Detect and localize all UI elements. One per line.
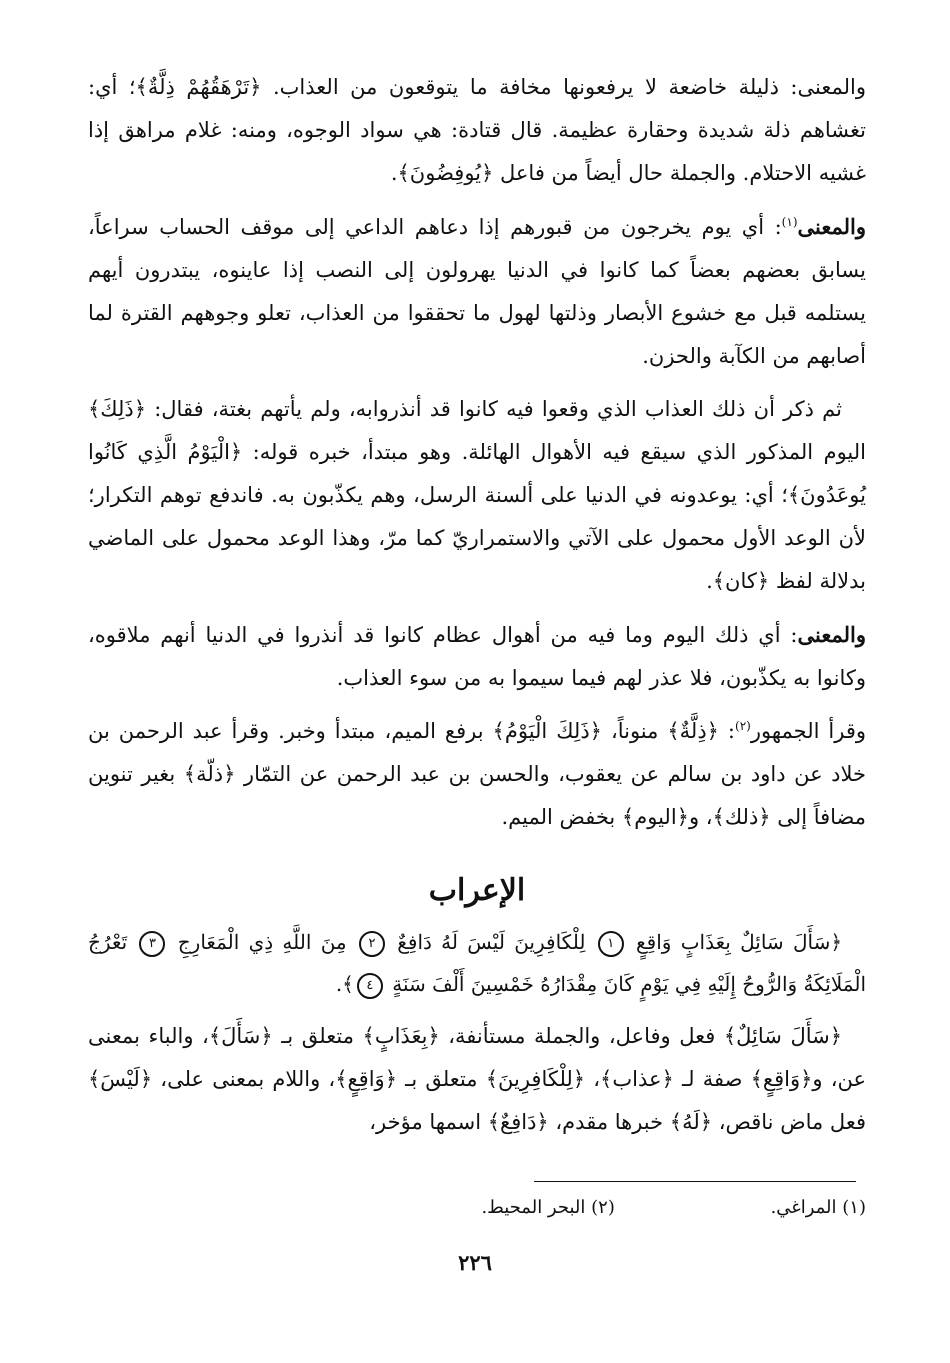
paragraph-5	[88, 710, 866, 839]
ayah-number-marker: ٣	[139, 931, 165, 957]
ayah-number-marker: ٤	[357, 973, 383, 999]
paragraph-1	[88, 66, 866, 195]
footnote-divider	[534, 1181, 856, 1182]
paragraph-text: : ﴿ذِلَّةٌ﴾ منوناً، ﴿ذَلِكَ الْيَوْمُ﴾ برفع الميم، مبتدأ وخبر. وقرأ عبد الرحمن بن خلاد عن داود بن سالم عن يعقوب، والحسن بن عبد الرحمن عن التمّار ﴿ذلّة﴾ بغير تنوين مضافاً إلى ﴿ذلك﴾، و﴿اليوم﴾ بخفض الميم.	[88, 719, 866, 829]
paragraph-4	[88, 613, 866, 700]
verse-segment: مِنَ اللَّهِ ذِي الْمَعَارِجِ	[177, 930, 347, 954]
paragraph-text: والمعنى: ذليلة خاضعة لا يرفعونها مخافة ما يتوقعون من العذاب. ﴿تَرْهَقُهُمْ ذِلَّةٌ﴾؛ أي: تغشاهم ذلة شديدة وحقارة عظيمة. قال قتادة: هي سواد الوجوه، ومنه: غلام مراهق إذا غشيه الاحتلام. والجملة حال أيضاً من فاعل ﴿يُوفِضُونَ﴾.	[88, 75, 866, 185]
paragraph-label: والمعنى	[797, 622, 866, 647]
footnote-marker-1: (١)	[781, 215, 798, 229]
paragraph-label: والمعنى	[797, 214, 866, 239]
ayah-number-marker: ٢	[359, 931, 385, 957]
ayah-number-marker: ١	[598, 931, 624, 957]
quran-verse	[88, 921, 866, 1005]
footnote-1: (١) المراغي.	[770, 1197, 866, 1218]
footnote-2: (٢) البحر المحيط.	[481, 1197, 615, 1218]
paragraph-text: ثم ذكر أن ذلك العذاب الذي وقعوا فيه كانوا قد أنذروابه، ولم يأتهم بغتة، فقال: ﴿ذَلِكَ﴾ اليوم المذكور الذي سيقع فيه الأهوال الهائلة. وهو مبتدأ، خبره قوله: ﴿الْيَوْمُ الَّذِي كَانُوا يُوعَدُونَ﴾؛ أي: يوعدونه في الدنيا على ألسنة الرسل، وهم يكذّبون به. فاندفع توهم التكرار؛ لأن الوعد الأول محمول على الآتي والاستمراريّ كما مرّ، وهذا الوعد محمول على الماضي بدلالة لفظ ﴿كان﴾.	[88, 397, 866, 593]
paragraph-text: : أي يوم يخرجون من قبورهم إذا دعاهم الداعي إلى موقف الحساب سراعاً، يسابق بعضهم بعضاً كما كانوا في الدنيا يهرولون إلى النصب إذا عاينوه، يبتدرون أيهم يستلمه قبل مع خشوع الأبصار وذلتها لهول ما تحققوا من العذاب، تعلو وجوههم القترة لما أصابهم من الكآبة والحزن.	[88, 215, 866, 368]
verse-end: ﴾.	[335, 972, 354, 996]
verse-segment: لِلْكَافِرِينَ لَيْسَ لَهُ دَافِعٌ	[397, 930, 586, 954]
verse-segment: تَعْرُجُ الْمَلَائِكَةُ وَالرُّوحُ إِلَيْهِ فِي يَوْمٍ كَانَ مِقْدَارُهُ خَمْسِينَ أَلْفَ سَنَةٍ	[88, 930, 866, 996]
paragraph-irab	[88, 1015, 866, 1144]
paragraph-3	[88, 388, 866, 603]
page-body	[88, 66, 866, 1154]
paragraph-lead: وقرأ الجمهور	[750, 719, 867, 743]
paragraph-text: : أي ذلك اليوم وما فيه من أهوال عظام كانوا قد أنذروا في الدنيا أنهم ملاقوه، وكانوا به يكذّبون، فلا عذر لهم فيما سيموا به من سوء العذاب.	[88, 623, 866, 690]
footnotes	[88, 1193, 866, 1223]
section-heading: الإعراب	[428, 873, 526, 908]
verse-segment: ﴿سَأَلَ سَائِلٌ بِعَذَابٍ وَاقِعٍ	[636, 930, 843, 954]
footnote-marker-2: (٢)	[735, 719, 751, 733]
paragraph-2	[88, 205, 866, 378]
paragraph-text: ﴿سَأَلَ سَائِلٌ﴾ فعل وفاعل، والجملة مستأنفة، ﴿بِعَذَابٍ﴾ متعلق بـ ﴿سَأَلَ﴾، والباء بمعنى عن، و﴿وَاقِعٍ﴾ صفة لـ ﴿عذاب﴾، ﴿لِلْكَافِرِينَ﴾ متعلق بـ ﴿وَاقِعٍ﴾، واللام بمعنى على، ﴿لَيْسَ﴾ فعل ماض ناقص، ﴿لَهُ﴾ خبرها مقدم، ﴿دَافِعٌ﴾ اسمها مؤخر،	[88, 1024, 866, 1134]
page-number: ٢٢٦	[458, 1250, 492, 1275]
